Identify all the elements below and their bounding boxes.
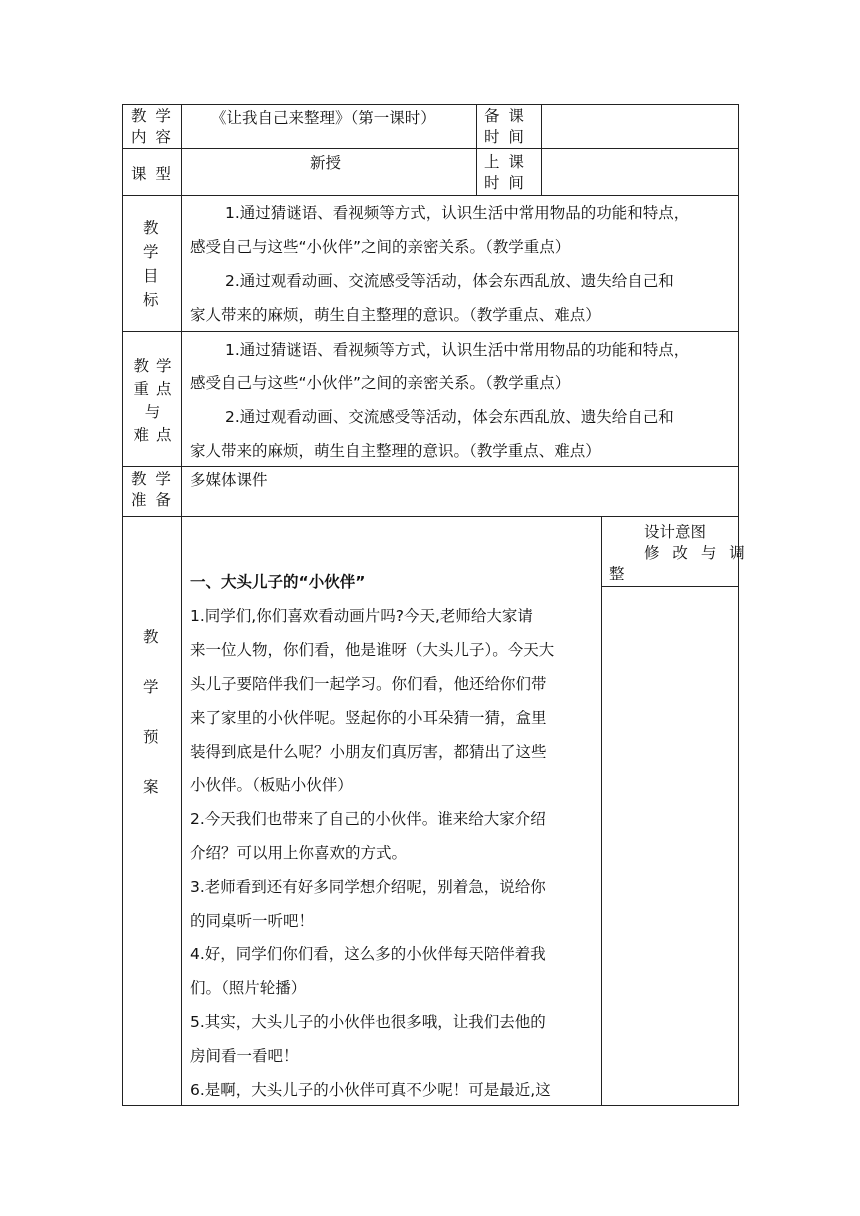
preparation-label: 教 学 准 备 (131, 470, 173, 509)
prep-time-label: 备 课 时 间 (484, 107, 526, 146)
content-label: 教 学 内 容 (131, 107, 173, 146)
plan-line: 小伙伴。（板贴小伙伴） (190, 776, 353, 794)
plan-label: 教 学 预 案 (143, 628, 159, 796)
class-time-label: 上 课 时 间 (484, 153, 526, 192)
col-divider (541, 104, 542, 196)
plan-line: 1.同学们,你们喜欢看动画片吗?今天,老师给大家请 (190, 607, 533, 625)
row-divider (122, 516, 739, 517)
col-divider (181, 104, 182, 1106)
plan-line: 4.好，同学们你们看，这么多的小伙伴每天陪伴着我 (190, 945, 546, 963)
row-divider (122, 331, 739, 332)
plan-line: 2.今天我们也带来了自己的小伙伴。谁来给大家介绍 (190, 810, 546, 828)
key-point-line: 2.通过观看动画、交流感受等活动，体会东西乱放、遗失给自己和 (225, 408, 674, 426)
plan-line: 头儿子要陪伴我们一起学习。你们看，他还给你们带 (190, 675, 547, 693)
key-point-line: 1.通过猜谜语、看视频等方式，认识生活中常用物品的功能和特点， (225, 341, 690, 359)
key-points-label: 教 学 重 点 与 难 点 (133, 357, 173, 444)
plan-line: 房间看一看吧！ (190, 1047, 299, 1065)
type-value: 新授 (310, 154, 342, 172)
plan-line: 的同桌听一听吧！ (190, 912, 315, 930)
objective-line: 感受自己与这些“小伙伴”之间的亲密关系。（教学重点） (190, 238, 571, 256)
row-divider (122, 466, 739, 467)
objective-line: 2.通过观看动画、交流感受等活动，体会东西乱放、遗失给自己和 (225, 272, 674, 290)
plan-line: 5.其实，大头儿子的小伙伴也很多哦，让我们去他的 (190, 1013, 546, 1031)
col-divider (476, 104, 477, 196)
col-divider (601, 516, 602, 1106)
plan-line: 来了家里的小伙伴呢。竖起你的小耳朵猜一猜，盒里 (190, 709, 547, 727)
type-label: 课 型 (131, 165, 173, 183)
design-intent-header: 设计意图 修 改 与 调 整 (609, 523, 749, 583)
preparation-value: 多媒体课件 (190, 471, 268, 489)
lesson-title: 《让我自己来整理》（第一课时） (211, 109, 436, 127)
plan-line: 们。（照片轮播） (190, 979, 307, 997)
plan-line: 介绍？可以用上你喜欢的方式。 (190, 844, 408, 862)
row-divider (601, 586, 739, 587)
section-title: 一、大头儿子的“小伙伴” (190, 573, 366, 591)
objective-line: 1.通过猜谜语、看视频等方式，认识生活中常用物品的功能和特点， (225, 204, 690, 222)
key-point-line: 感受自己与这些“小伙伴”之间的亲密关系。（教学重点） (190, 374, 571, 392)
row-divider (122, 148, 739, 149)
plan-line: 装得到底是什么呢？小朋友们真厉害，都猜出了这些 (190, 743, 547, 761)
plan-line: 6.是啊，大头儿子的小伙伴可真不少呢！可是最近,这 (190, 1081, 551, 1099)
objective-line: 家人带来的麻烦，萌生自主整理的意识。（教学重点、难点） (190, 306, 601, 324)
plan-line: 来一位人物，你们看，他是谁呀（大头儿子）。今天大 (190, 641, 555, 659)
key-point-line: 家人带来的麻烦，萌生自主整理的意识。（教学重点、难点） (190, 442, 601, 460)
plan-line: 3.老师看到还有好多同学想介绍呢，别着急，说给你 (190, 878, 546, 896)
objectives-label: 教 学 目 标 (143, 219, 159, 309)
row-divider (122, 195, 739, 196)
